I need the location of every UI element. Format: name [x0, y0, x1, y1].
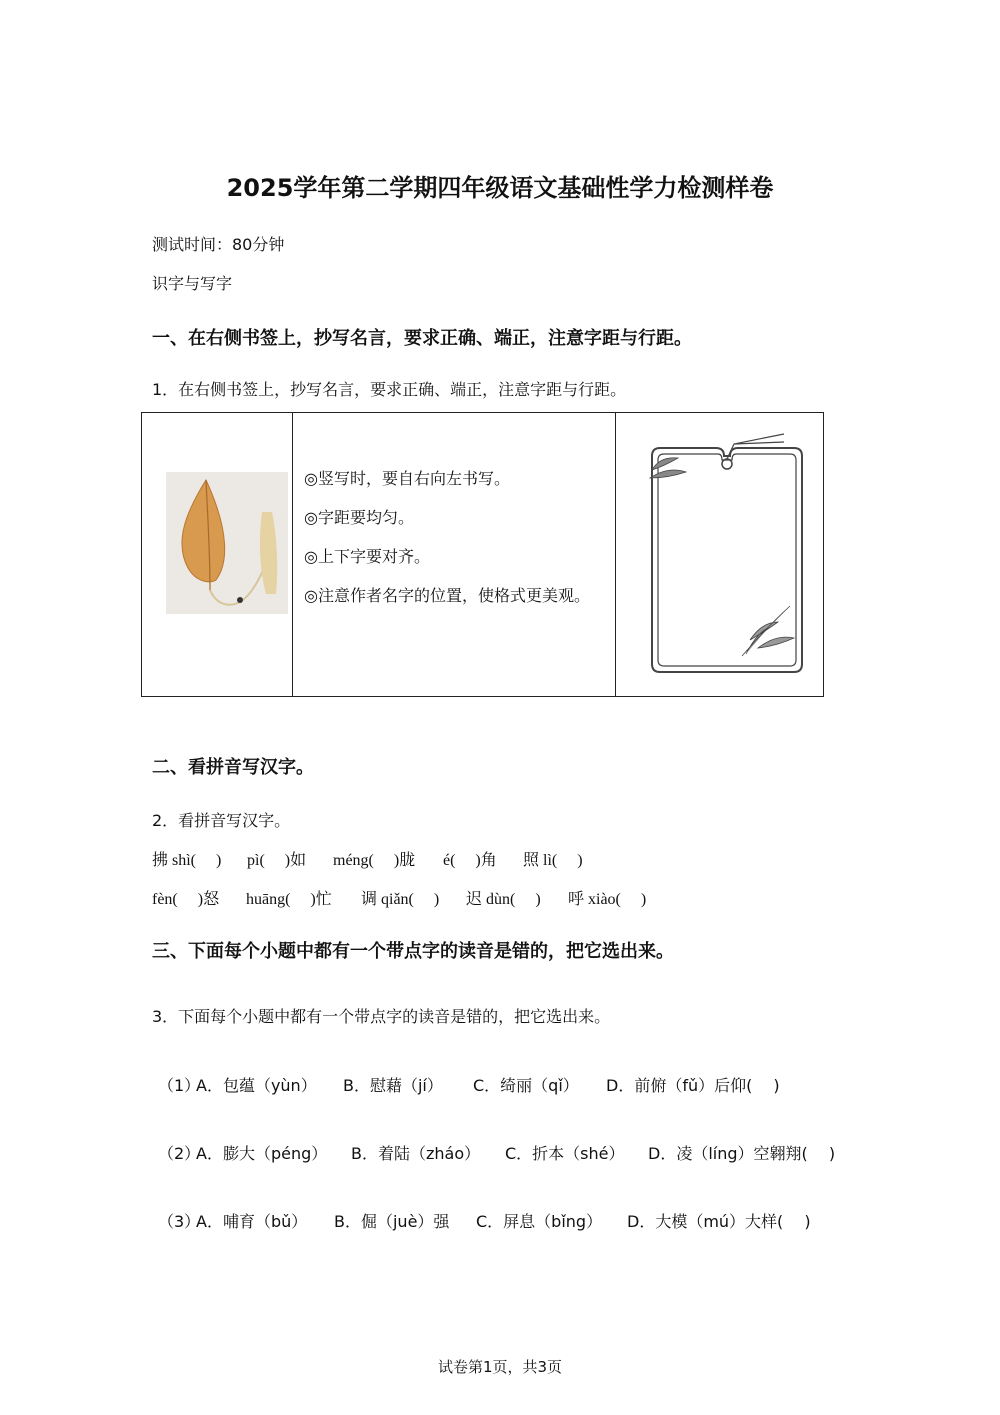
bookmark-frame-cell [615, 413, 823, 696]
pinyin-item: 拂 shì( ) [152, 852, 222, 869]
pinyin-item: méng( )胧 [333, 852, 416, 869]
tip-1: ◎竖写时，要自右向左书写。 [304, 469, 510, 488]
pinyin-item: pì( )如 [247, 852, 307, 869]
pinyin-item: fèn( )怒 [152, 891, 220, 908]
option-c: C．屏息（bǐng） [476, 1212, 603, 1231]
option-a: A．膨大（péng） [196, 1144, 328, 1163]
option-a: A．哺育（bǔ） [196, 1212, 308, 1231]
test-time: 测试时间：80分钟 [152, 235, 285, 254]
pinyin-item: 迟 dùn( ) [466, 891, 541, 908]
section1-heading: 一、在右侧书签上，抄写名言，要求正确、端正，注意字距与行距。 [152, 328, 692, 349]
pinyin-item: é( )角 [443, 852, 497, 869]
leaf-bookmark-image [166, 472, 288, 614]
tip-3: ◎上下字要对齐。 [304, 547, 430, 566]
question-1: 1．在右侧书签上，抄写名言，要求正确、端正，注意字距与行距。 [152, 380, 627, 399]
tip-2: ◎字距要均匀。 [304, 508, 414, 527]
question-2: 2．看拼音写汉字。 [152, 811, 291, 830]
option-d: D．大模（mú）大样( ) [627, 1212, 811, 1231]
tip-4: ◎注意作者名字的位置，使格式更美观。 [304, 586, 590, 605]
option-b: B．着陆（zháo） [351, 1144, 481, 1163]
item-number: （3） [158, 1212, 201, 1231]
section3-heading: 三、下面每个小题中都有一个带点字的读音是错的，把它选出来。 [152, 941, 674, 962]
item-number: （2） [158, 1144, 201, 1163]
question-3: 3．下面每个小题中都有一个带点字的读音是错的，把它选出来。 [152, 1007, 611, 1026]
pinyin-item: 照 lì( ) [523, 852, 583, 869]
pinyin-item: 呼 xiào( ) [568, 891, 647, 908]
bookmark-frame-image [638, 426, 816, 684]
option-c: C．折本（shé） [505, 1144, 625, 1163]
option-a: A．包蕴（yùn） [196, 1076, 317, 1095]
tips-cell [292, 413, 616, 696]
bookmark-table [141, 412, 824, 697]
option-b: B．慰藉（jí） [343, 1076, 443, 1095]
item-number: （1） [158, 1076, 201, 1095]
page-footer: 试卷第1页，共3页 [437, 1358, 563, 1376]
section2-heading: 二、看拼音写汉字。 [152, 757, 314, 778]
option-d: D．凌（líng）空翱翔( ) [648, 1144, 836, 1163]
page-title: 2025学年第二学期四年级语文基础性学力检测样卷 [226, 174, 774, 202]
option-b: B．倔（juè）强 [334, 1212, 450, 1231]
option-c: C．绮丽（qǐ） [473, 1076, 579, 1095]
leaf-image-cell [142, 413, 293, 696]
pinyin-item: 调 qiǎn( ) [361, 891, 440, 908]
pinyin-item: huāng( )忙 [246, 891, 332, 908]
category-label: 识字与写字 [152, 274, 233, 293]
option-d: D．前俯（fǔ）后仰( ) [606, 1076, 780, 1095]
